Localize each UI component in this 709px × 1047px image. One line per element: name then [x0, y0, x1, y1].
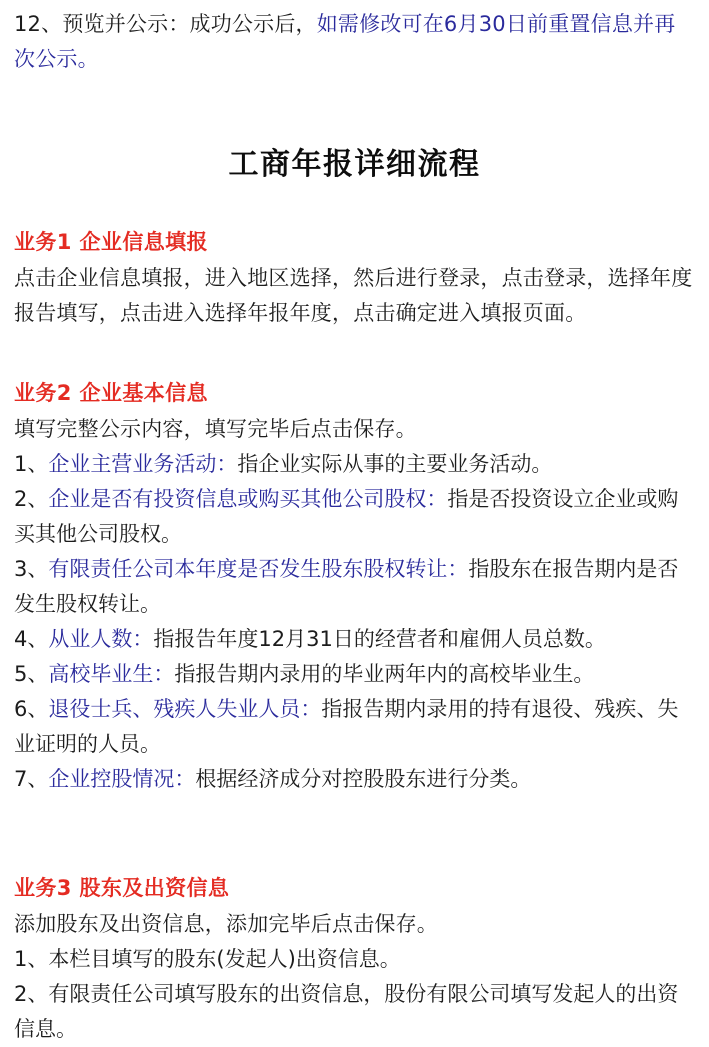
list-item-definition: 指报告年度12月31日的经营者和雇佣人员总数。 [153, 627, 606, 651]
carryover-black-prefix: 12、预览并公示：成功公示后， [14, 12, 317, 36]
list-item [14, 977, 695, 1047]
carryover-blue-text: 如需修改可在6月30日前重置信息并再次公示。 [14, 12, 676, 71]
list-item-number: 7、 [14, 767, 49, 791]
list-item-number: 2、 [14, 487, 49, 511]
list-item [14, 482, 695, 552]
list-item-definition: 指企业实际从事的主要业务活动。 [237, 452, 553, 476]
list-item [14, 657, 695, 692]
section-business-2 [14, 331, 695, 797]
list-item-definition: 根据经济成分对控股股东进行分类。 [195, 767, 532, 791]
list-item-number: 1、 [14, 452, 49, 476]
list-item-number: 6、 [14, 697, 49, 721]
list-item-term: 企业主营业务活动： [48, 452, 238, 476]
list-item-term: 退役士兵、残疾人失业人员： [48, 697, 322, 721]
carryover-paragraph [14, 0, 695, 77]
list-item-number: 5、 [14, 662, 49, 686]
list-item-term: 从业人数： [48, 627, 154, 651]
section-business-1 [14, 185, 695, 331]
page-title: 工商年报详细流程 [228, 147, 481, 182]
list-item-term: 企业控股情况： [48, 767, 196, 791]
list-item-definition: 指是否投资设立企业或购买其他公司股权。 [14, 487, 679, 546]
section-3-body: 添加股东及出资信息，添加完毕后点击保存。 [14, 912, 438, 936]
section-1-heading: 业务1 企业信息填报 [14, 230, 208, 254]
section-1-body: 点击企业信息填报，进入地区选择，然后进行登录，点击登录，选择年度报告填写，点击进入选择年报年度，点击确定进入填报页面。 [14, 266, 693, 325]
list-item [14, 622, 695, 657]
list-item-term: 企业是否有投资信息或购买其他公司股权： [48, 487, 448, 511]
section-3-definition-list [14, 942, 695, 1047]
list-item [14, 692, 695, 762]
list-item-definition: 本栏目填写的股东(发起人)出资信息。 [48, 947, 401, 971]
list-item [14, 447, 695, 482]
list-item-definition: 有限责任公司填写股东的出资信息，股份有限公司填写发起人的出资信息。 [14, 982, 679, 1041]
section-2-definition-list [14, 447, 695, 797]
list-item-number: 1、 [14, 947, 49, 971]
list-item-number: 3、 [14, 557, 49, 581]
section-3-heading: 业务3 股东及出资信息 [14, 876, 230, 900]
list-item-definition: 指报告期内录用的毕业两年内的高校毕业生。 [174, 662, 595, 686]
section-2-body: 填写完整公示内容，填写完毕后点击保存。 [14, 417, 417, 441]
list-item-number: 2、 [14, 982, 49, 1006]
section-2-heading: 业务2 企业基本信息 [14, 381, 208, 405]
section-business-3 [14, 797, 695, 1047]
list-item-term: 高校毕业生： [48, 662, 175, 686]
list-item-term: 有限责任公司本年度是否发生股东股权转让： [48, 557, 469, 581]
list-item-definition: 指股东在报告期内是否发生股权转让。 [14, 557, 679, 616]
list-item-definition: 指报告期内录用的持有退役、残疾、失业证明的人员。 [14, 697, 679, 756]
list-item-number: 4、 [14, 627, 49, 651]
list-item [14, 552, 695, 622]
list-item [14, 762, 695, 797]
